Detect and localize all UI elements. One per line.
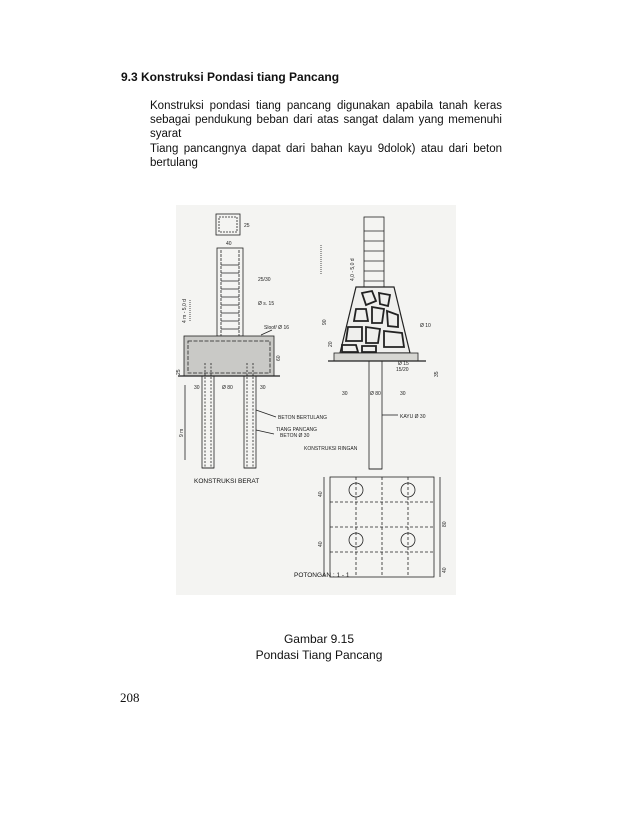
label-col-length: 4 m - 5,0 d	[182, 299, 188, 323]
label-pile-length: 9 m	[179, 428, 185, 437]
label-r-col-length: 4,0 - 5,0 d	[350, 258, 356, 281]
body-text	[150, 99, 502, 170]
timber-pile	[369, 361, 382, 469]
page-number: 208	[120, 690, 140, 705]
label-kayu-30: KAYU Ø 30	[400, 414, 426, 420]
label-d30b: 30	[260, 385, 266, 391]
column-stirrups	[221, 265, 239, 329]
figure-caption-title: Pondasi Tiang Pancang	[255, 648, 383, 662]
left-pile-2	[244, 376, 256, 468]
figure-drawing	[176, 205, 456, 595]
pile-cap	[184, 336, 274, 376]
label-r-h20: 20	[328, 341, 334, 347]
label-konstruksi-ringan: KONSTRUKSI RINGAN	[304, 446, 358, 452]
right-column-stirrups	[364, 231, 384, 281]
right-column	[364, 217, 384, 295]
label-r-h90: 90	[322, 319, 328, 325]
label-h25: 25	[176, 369, 182, 375]
figure-pile-foundation	[176, 205, 456, 595]
label-tiang-pancang: TIANG PANCANG	[276, 427, 318, 433]
label-plan-40c: 40	[442, 567, 448, 573]
label-beton-30: BETON Ø 30	[280, 433, 310, 439]
label-r-h35: 35	[434, 371, 440, 377]
label-r-d30a: 30	[342, 391, 348, 397]
paragraph-2: Tiang pancangnya dapat dari bahan kayu 9dolok) atau dari beton bertulang	[150, 142, 502, 169]
label-r-15-20: 15/20	[396, 367, 409, 373]
figure-caption-number: Gambar 9.15	[283, 632, 355, 646]
label-sloof: Sloof/ Ø 16	[264, 325, 290, 331]
left-pile-1	[202, 376, 214, 468]
timber-cap	[334, 353, 418, 361]
label-konstruksi-berat: KONSTRUKSI BERAT	[194, 478, 260, 485]
label-potongan: POTONGAN : 1 - 1	[294, 572, 350, 579]
label-plan-40b: 40	[318, 541, 324, 547]
label-width-40: 40	[226, 241, 232, 247]
label-sengkang: Ø s. 15	[258, 301, 275, 307]
column-section-inner	[219, 217, 237, 232]
label-d80: Ø 80	[222, 385, 233, 391]
label-r-d80: Ø 80	[370, 391, 381, 397]
label-col-25-30: 25/30	[258, 277, 271, 283]
section-heading: 9.3 Konstruksi Pondasi tiang Pancang	[121, 70, 340, 84]
label-h60: 60	[276, 355, 282, 361]
label-r-d30b: 30	[400, 391, 406, 397]
plan-grid	[330, 477, 434, 577]
label-beton-bertulang: BETON BERTULANG	[278, 415, 327, 421]
label-plan-40a: 40	[318, 491, 324, 497]
label-d30a: 30	[194, 385, 200, 391]
paragraph-1: Konstruksi pondasi tiang pancang digunakan apabila tanah keras sebagai pendukung beban dari atas sangat dalam yang memenuhi syarat	[150, 100, 502, 141]
label-r-d15: Ø 15	[398, 361, 409, 367]
label-plan-80: 80	[442, 521, 448, 527]
label-r-d10: Ø 10	[420, 323, 431, 329]
label-top-dim: 25	[244, 223, 250, 229]
